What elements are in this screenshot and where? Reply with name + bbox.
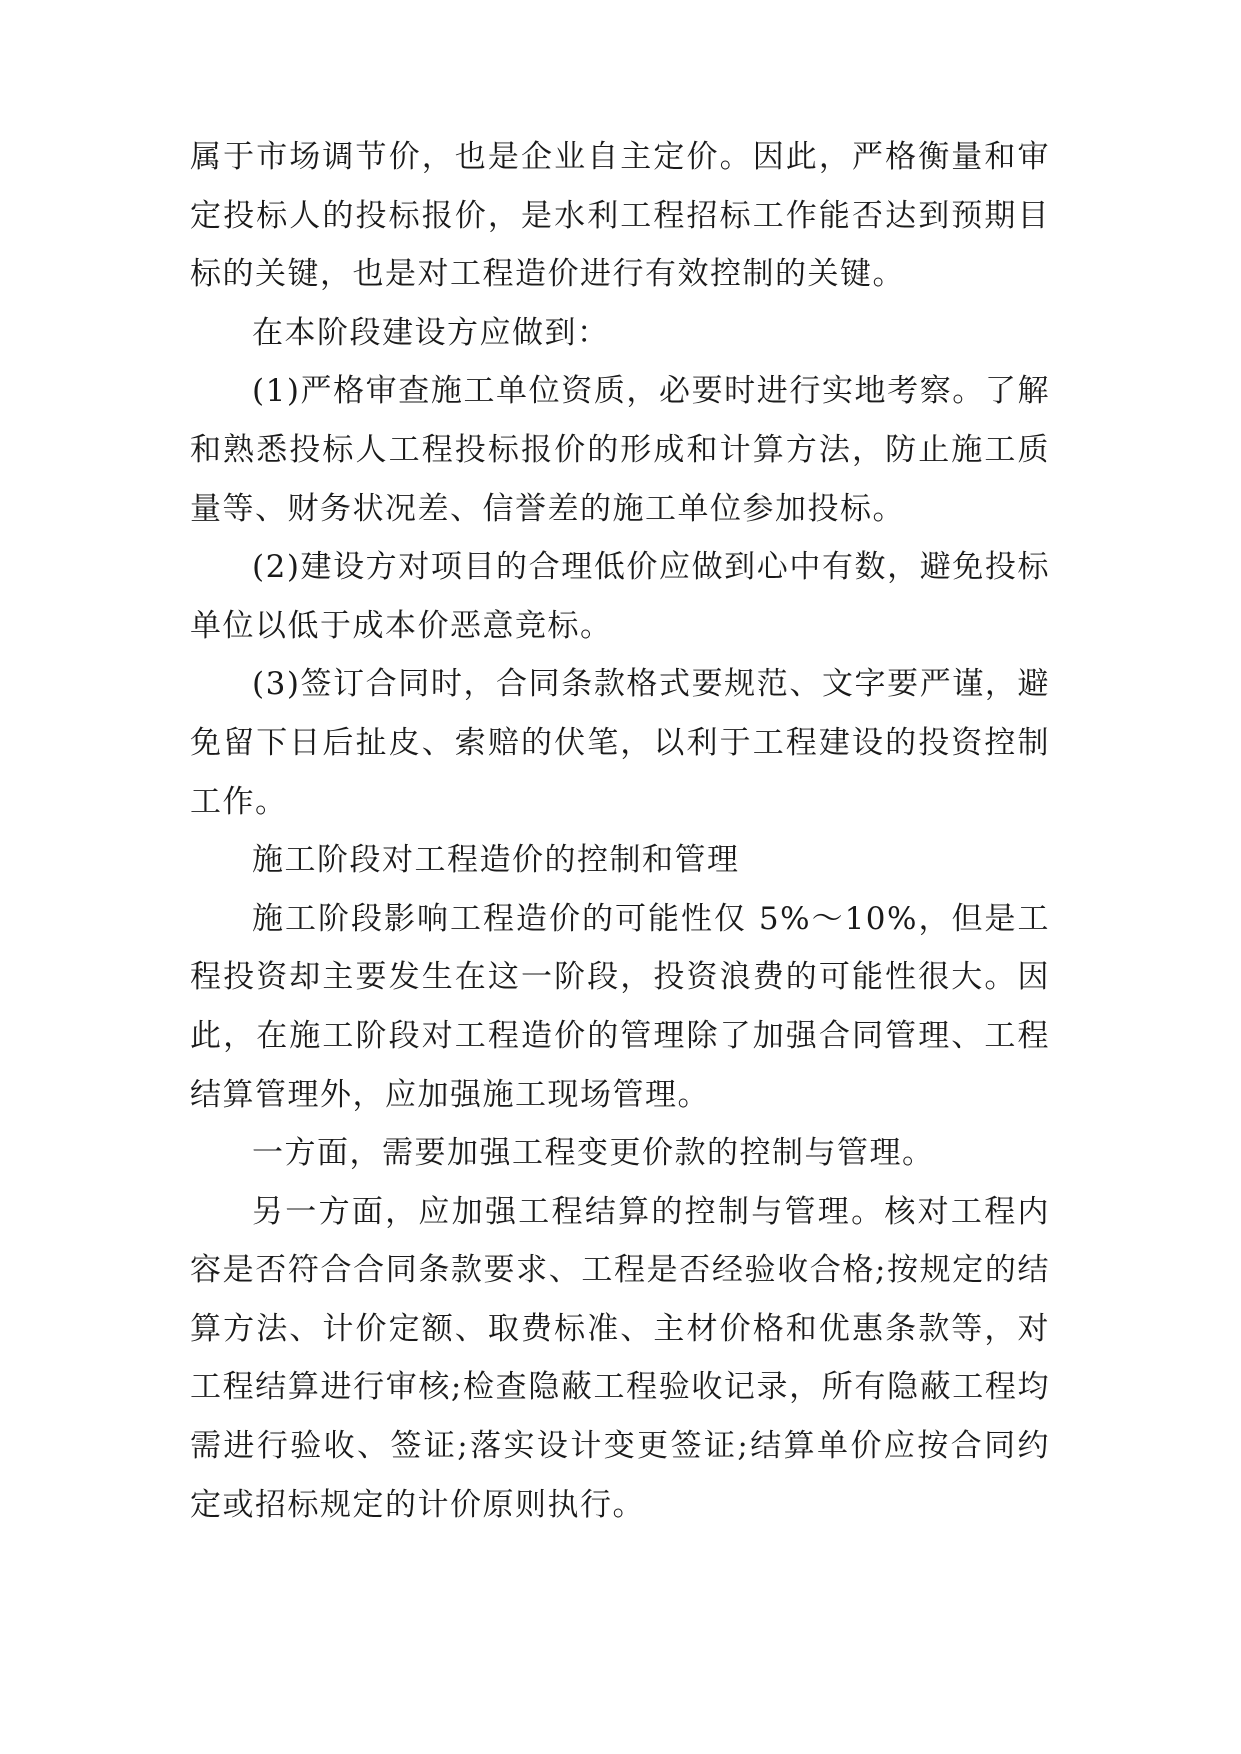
document-body [190,128,1050,1534]
paragraph: (2)建设方对项目的合理低价应做到心中有数，避免投标单位以低于成本价恶意竞标。 [190,549,1050,644]
paragraph: 一方面，需要加强工程变更价款的控制与管理。 [252,1135,935,1172]
section-heading: 施工阶段对工程造价的控制和管理 [252,842,740,879]
paragraph: 在本阶段建设方应做到： [252,314,610,351]
paragraph: (3)签订合同时，合同条款格式要规范、文字要严谨，避免留下日后扯皮、索赔的伏笔，以利于工程建设的投资控制工作。 [190,666,1050,820]
paragraph: (1)严格审查施工单位资质，必要时进行实地考察。了解和熟悉投标人工程投标报价的形成和计算方法，防止施工质量等、财务状况差、信誉差的施工单位参加投标。 [190,373,1050,527]
paragraph: 属于市场调节价，也是企业自主定价。因此，严格衡量和审定投标人的投标报价，是水利工程招标工作能否达到预期目标的关键，也是对工程造价进行有效控制的关键。 [190,139,1050,293]
paragraph: 施工阶段影响工程造价的可能性仅 5%～10%，但是工程投资却主要发生在这一阶段，投资浪费的可能性很大。因此，在施工阶段对工程造价的管理除了加强合同管理、工程结算管理外，应加强施工现场管理。 [190,900,1050,1113]
paragraph: 另一方面，应加强工程结算的控制与管理。核对工程内容是否符合合同条款要求、工程是否经验收合格;按规定的结算方法、计价定额、取费标准、主材价格和优惠条款等，对工程结算进行审核;检查隐蔽工程验收记录，所有隐蔽工程均需进行验收、签证;落实设计变更签证;结算单价应按合同约定或招标规定的计价原则执行。 [190,1193,1050,1523]
